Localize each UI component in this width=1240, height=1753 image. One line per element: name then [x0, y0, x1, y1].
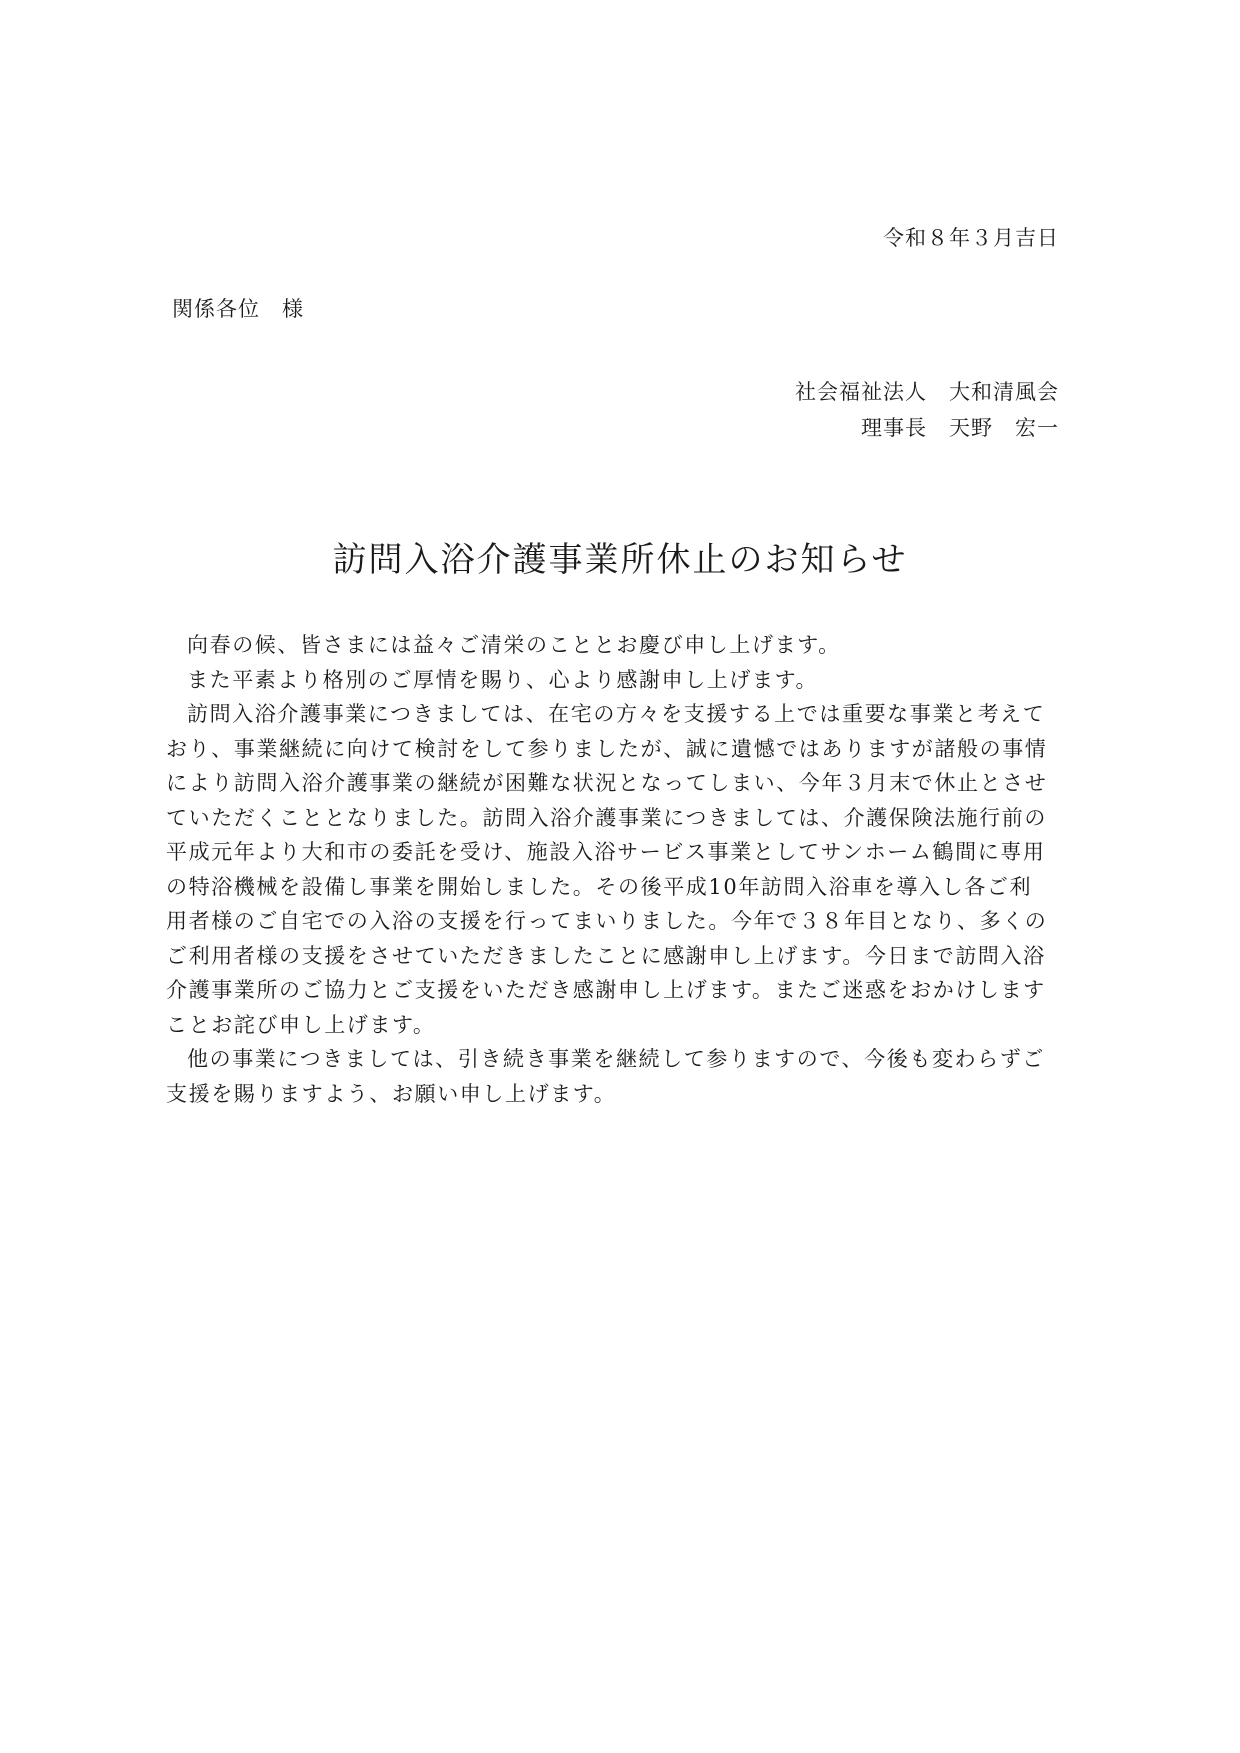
sender-block — [795, 374, 1059, 446]
body-paragraph: 他の事業につきましては、引き続き事業を継続して参りますので、今後も変わらずご支援を賜りますよう、お願い申し上げます。 — [166, 1047, 1045, 1106]
body-text — [166, 628, 1051, 1111]
sender-representative: 理事長 天野 宏一 — [861, 416, 1059, 440]
document-date: 令和８年３月吉日 — [883, 226, 1059, 250]
body-paragraph: 向春の候、皆さまには益々ご清栄のこととお慶び申し上げます。 — [187, 633, 841, 657]
sender-organization: 社会福祉法人 大和清風会 — [795, 380, 1059, 404]
document-title: 訪問入浴介護事業所休止のお知らせ — [332, 540, 908, 580]
recipient-line: 関係各位 様 — [172, 297, 304, 321]
body-paragraph: また平素より格別のご厚情を賜り、心より感謝申し上げます。 — [187, 667, 819, 692]
body-paragraph: 訪問入浴介護事業につきましては、在宅の方々を支援する上では重要な事業と考えており、事業継続に向けて検討をして参りましたが、誠に遺憾ではありますが諸般の事情により訪問入浴介護事業の継続が困難な状況となってしまい、今年３月末で休止とさせていただくこととなりました。訪問入浴介護事業につきましては、介護保険法施行前の平成元年より大和市の委託を受け、施設入浴サービス事業としてサンホーム鶴間に専用の特浴機械を設備し事業を開始しました。その後平成10年訪問入浴車を導入し各ご利用者様のご自宅での入浴の支援を行ってまいりました。今年で３８年目となり、多くのご利用者様の支援をさせていただきましたことに感謝申し上げます。今日まで訪問入浴介護事業所のご協力とご支援をいただき感謝申し上げます。またご迷惑をおかけしますことお詫び申し上げます。 — [166, 702, 1048, 1037]
